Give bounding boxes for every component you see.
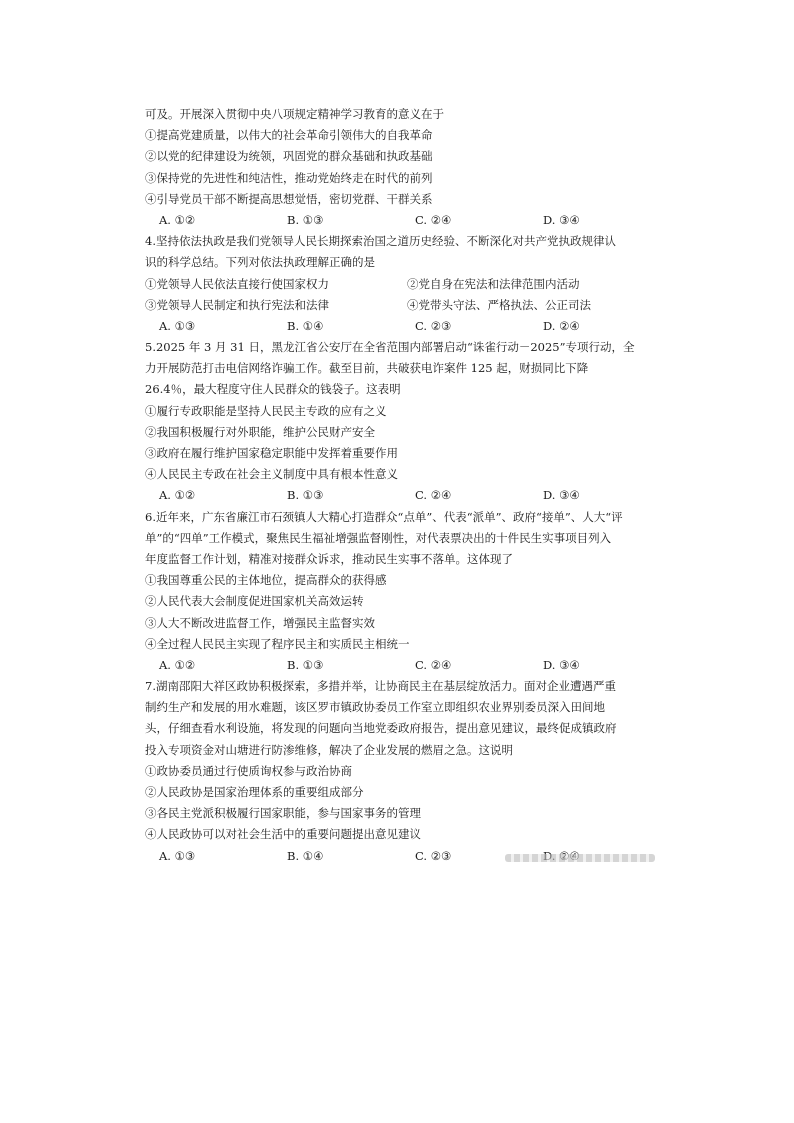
option-c: C. ②③ — [415, 318, 452, 333]
option-d: D. ③④ — [543, 488, 580, 503]
option-c: C. ②④ — [415, 488, 452, 503]
question-5 — [145, 337, 655, 507]
option-b: B. ①③ — [287, 657, 324, 672]
option-b: B. ①③ — [287, 488, 324, 503]
statement-1: ①履行专政职能是坚持人民民主专政的应有之义 — [145, 403, 387, 418]
question-5-stem-line-1: 5.2025 年 3 月 31 日，黑龙江省公安厅在全省范围内部署启动“诛雀行动－2025”专项行动，全 — [145, 340, 635, 355]
question-column — [145, 104, 655, 867]
answer-options — [145, 316, 655, 337]
statement-1: ①提高党建质量，以伟大的社会革命引领伟大的自我革命 — [145, 128, 433, 143]
statement-pair — [145, 295, 655, 316]
option-c: C. ②④ — [415, 212, 452, 227]
question-6-stem-line-3: 年度监督工作计划，精准对接群众诉求，推动民生实事不落单。这体现了 — [145, 551, 513, 566]
answer-options — [145, 485, 655, 506]
option-b: B. ①③ — [287, 212, 324, 227]
question-4-stem-line-2: 识的科学总结。下列对依法执政理解正确的是 — [145, 255, 375, 270]
question-7-stem-line-4: 投入专项资金对山塘进行防渗维修，解决了企业发展的燃眉之急。这说明 — [145, 742, 513, 757]
question-6 — [145, 507, 655, 677]
statement-1: ①我国尊重公民的主体地位，提高群众的获得感 — [145, 573, 387, 588]
question-5-stem-line-3: 26.4％，最大程度守住人民群众的钱袋子。这表明 — [145, 382, 401, 397]
question-7 — [145, 676, 655, 867]
statement-3: ③人大不断改进监督工作，增强民主监督实效 — [145, 615, 375, 630]
question-6-stem-line-1: 6.近年来，广东省廉江市石颈镇人大精心打造群众“点单”、代表“派单”、政府“接单”、人大“评 — [145, 509, 623, 524]
statement-3: ③各民主党派积极履行国家职能，参与国家事务的管理 — [145, 806, 421, 821]
statement-4: ④全过程人民民主实现了程序民主和实质民主相统一 — [145, 636, 410, 651]
statement-4: ④人民民主专政在社会主义制度中具有根本性意义 — [145, 467, 398, 482]
statement-pair — [145, 274, 655, 295]
statement-4: ④引导党员干部不断提高思想觉悟，密切党群、干群关系 — [145, 191, 433, 206]
answer-options — [145, 210, 655, 231]
statement-1: ①政协委员通过行使质询权参与政治协商 — [145, 763, 352, 778]
statement-2: ②以党的纪律建设为统领，巩固党的群众基础和执政基础 — [145, 149, 433, 164]
option-a: A. ①② — [159, 657, 196, 672]
statement-3: ③保持党的先进性和纯洁性，推动党始终走在时代的前列 — [145, 170, 433, 185]
option-b: B. ①④ — [287, 848, 324, 863]
option-d: D. ③④ — [543, 657, 580, 672]
question-7-stem-line-3: 头，仔细查看水利设施，将发现的问题向当地党委政府报告，提出意见建议，最终促成镇政府 — [145, 721, 617, 736]
question-3-stem: 可及。开展深入贯彻中央八项规定精神学习教育的意义在于 — [145, 107, 444, 121]
statement-3: ③党领导人民制定和执行宪法和法律 — [145, 297, 329, 312]
option-c: C. ②④ — [415, 657, 452, 672]
question-7-stem-line-2: 制约生产和发展的用水难题，该区罗市镇政协委员工作室立即组织农业界别委员深入田间地 — [145, 700, 605, 715]
watermark-smudge — [505, 854, 655, 862]
option-a: A. ①② — [159, 212, 196, 227]
option-d: D. ②④ — [543, 318, 580, 333]
answer-options — [145, 655, 655, 676]
question-6-stem-line-2: 单”的“四单”工作模式，聚焦民生福祉增强监督刚性，对代表票决出的十件民生实事项目列入 — [145, 530, 612, 545]
option-a: A. ①③ — [159, 848, 196, 863]
question-5-stem-line-2: 力开展防范打击电信网络诈骗工作。截至目前，共破获电诈案件 125 起，财损同比下降 — [145, 361, 589, 376]
option-a: A. ①② — [159, 488, 196, 503]
statement-2: ②人民政协是国家治理体系的重要组成部分 — [145, 785, 364, 799]
question-3 — [145, 104, 655, 231]
statement-3: ③政府在履行维护国家稳定职能中发挥着重要作用 — [145, 446, 398, 460]
question-4-stem-line-1: 4.坚持依法执政是我们党领导人民长期探索治国之道历史经验、不断深化对共产党执政规律认 — [145, 234, 616, 249]
statement-4: ④党带头守法、严格执法、公正司法 — [407, 297, 591, 312]
statement-2: ②人民代表大会制度促进国家机关高效运转 — [145, 594, 364, 609]
option-d: D. ③④ — [543, 212, 580, 227]
option-a: A. ①③ — [159, 318, 196, 333]
statement-4: ④人民政协可以对社会生活中的重要问题提出意见建议 — [145, 827, 421, 842]
option-c: C. ②③ — [415, 848, 452, 863]
statement-2: ②党自身在宪法和法律范围内活动 — [407, 276, 580, 291]
statement-2: ②我国积极履行对外职能，维护公民财产安全 — [145, 424, 375, 439]
question-4 — [145, 231, 655, 337]
option-b: B. ①④ — [287, 318, 324, 333]
question-7-stem-line-1: 7.湖南邵阳大祥区政协积极探索，多措并举，让协商民主在基层绽放活力。面对企业遭遇严重 — [145, 679, 616, 694]
statement-1: ①党领导人民依法直接行使国家权力 — [145, 276, 329, 291]
